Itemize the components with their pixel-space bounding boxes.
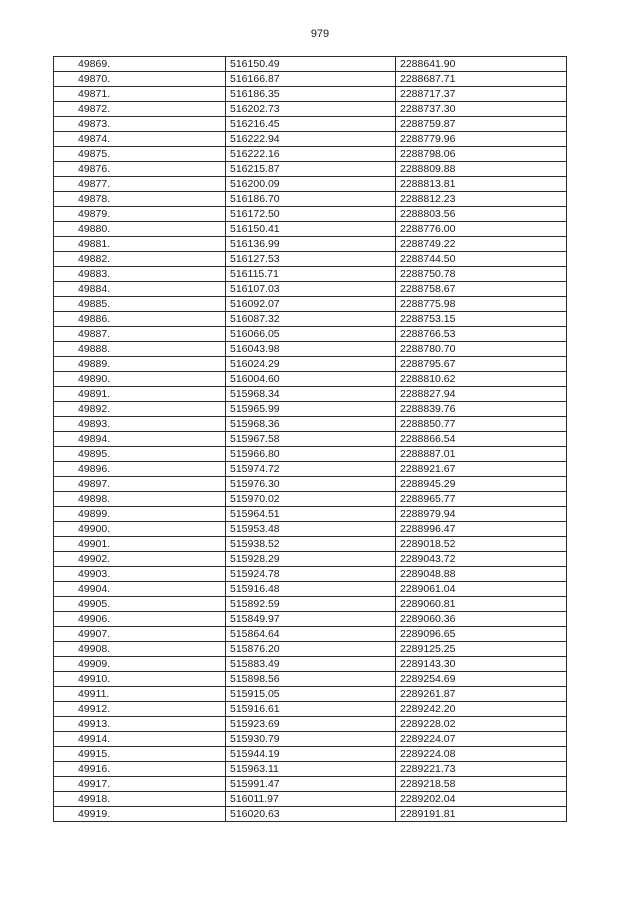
x-coordinate-cell: 515966.80 [226,447,396,462]
table-row [54,282,567,297]
y-coordinate-cell: 2288779.96 [396,132,567,147]
y-coordinate-cell: 2289218.58 [396,777,567,792]
table-row [54,732,567,747]
table-row [54,777,567,792]
table-row [54,222,567,237]
table-row [54,417,567,432]
y-coordinate-cell: 2289221.73 [396,762,567,777]
x-coordinate-cell: 516202.73 [226,102,396,117]
x-coordinate-cell: 515916.48 [226,582,396,597]
y-coordinate-cell: 2289060.36 [396,612,567,627]
point-number-cell: 49894. [54,432,226,447]
x-coordinate-cell: 516020.63 [226,807,396,822]
x-coordinate-cell: 516222.94 [226,132,396,147]
point-number-cell: 49909. [54,657,226,672]
table-row [54,567,567,582]
y-coordinate-cell: 2288866.54 [396,432,567,447]
x-coordinate-cell: 516186.35 [226,87,396,102]
point-number-cell: 49918. [54,792,226,807]
x-coordinate-cell: 515974.72 [226,462,396,477]
y-coordinate-cell: 2288965.77 [396,492,567,507]
x-coordinate-cell: 516222.16 [226,147,396,162]
table-row [54,192,567,207]
x-coordinate-cell: 515915.05 [226,687,396,702]
x-coordinate-cell: 516172.50 [226,207,396,222]
y-coordinate-cell: 2288717.37 [396,87,567,102]
x-coordinate-cell: 516150.49 [226,57,396,72]
x-coordinate-cell: 516166.87 [226,72,396,87]
table-row [54,792,567,807]
x-coordinate-cell: 516215.87 [226,162,396,177]
y-coordinate-cell: 2288996.47 [396,522,567,537]
y-coordinate-cell: 2289061.04 [396,582,567,597]
x-coordinate-cell: 516092.07 [226,297,396,312]
y-coordinate-cell: 2288803.56 [396,207,567,222]
y-coordinate-cell: 2289224.07 [396,732,567,747]
y-coordinate-cell: 2288750.78 [396,267,567,282]
table-row [54,357,567,372]
point-number-cell: 49913. [54,717,226,732]
y-coordinate-cell: 2288744.50 [396,252,567,267]
y-coordinate-cell: 2288775.98 [396,297,567,312]
table-row [54,657,567,672]
point-number-cell: 49908. [54,642,226,657]
point-number-cell: 49903. [54,567,226,582]
x-coordinate-cell: 516115.71 [226,267,396,282]
table-row [54,162,567,177]
x-coordinate-cell: 515964.51 [226,507,396,522]
table-row [54,702,567,717]
table-row [54,612,567,627]
y-coordinate-cell: 2288780.70 [396,342,567,357]
x-coordinate-cell: 515938.52 [226,537,396,552]
table-row [54,177,567,192]
table-row [54,687,567,702]
point-number-cell: 49919. [54,807,226,822]
x-coordinate-cell: 515968.36 [226,417,396,432]
x-coordinate-cell: 515965.99 [226,402,396,417]
table-row [54,552,567,567]
table-row [54,507,567,522]
y-coordinate-cell: 2288921.67 [396,462,567,477]
x-coordinate-cell: 516024.29 [226,357,396,372]
point-number-cell: 49876. [54,162,226,177]
y-coordinate-cell: 2288759.87 [396,117,567,132]
x-coordinate-cell: 516087.32 [226,312,396,327]
point-number-cell: 49892. [54,402,226,417]
table-row [54,672,567,687]
point-number-cell: 49885. [54,297,226,312]
table-row [54,807,567,822]
table-row [54,447,567,462]
table-row [54,477,567,492]
x-coordinate-cell: 516216.45 [226,117,396,132]
point-number-cell: 49887. [54,327,226,342]
x-coordinate-cell: 515928.29 [226,552,396,567]
y-coordinate-cell: 2289242.20 [396,702,567,717]
point-number-cell: 49877. [54,177,226,192]
x-coordinate-cell: 515883.49 [226,657,396,672]
y-coordinate-cell: 2288641.90 [396,57,567,72]
point-number-cell: 49878. [54,192,226,207]
point-number-cell: 49888. [54,342,226,357]
y-coordinate-cell: 2289261.87 [396,687,567,702]
point-number-cell: 49891. [54,387,226,402]
y-coordinate-cell: 2289254.69 [396,672,567,687]
page-number: 979 [310,28,330,40]
x-coordinate-cell: 515930.79 [226,732,396,747]
y-coordinate-cell: 2288812.23 [396,192,567,207]
x-coordinate-cell: 516150.41 [226,222,396,237]
point-number-cell: 49875. [54,147,226,162]
x-coordinate-cell: 515967.58 [226,432,396,447]
y-coordinate-cell: 2288850.77 [396,417,567,432]
y-coordinate-cell: 2288945.29 [396,477,567,492]
x-coordinate-cell: 516107.03 [226,282,396,297]
y-coordinate-cell: 2288810.62 [396,372,567,387]
point-number-cell: 49907. [54,627,226,642]
table-row [54,312,567,327]
table-row [54,462,567,477]
y-coordinate-cell: 2288687.71 [396,72,567,87]
table-row [54,87,567,102]
point-number-cell: 49900. [54,522,226,537]
point-number-cell: 49917. [54,777,226,792]
table-row [54,642,567,657]
point-number-cell: 49916. [54,762,226,777]
point-number-cell: 49879. [54,207,226,222]
table-row [54,132,567,147]
point-number-cell: 49870. [54,72,226,87]
x-coordinate-cell: 515963.11 [226,762,396,777]
table-row [54,327,567,342]
point-number-cell: 49872. [54,102,226,117]
x-coordinate-cell: 515876.20 [226,642,396,657]
point-number-cell: 49904. [54,582,226,597]
point-number-cell: 49881. [54,237,226,252]
table-row [54,627,567,642]
y-coordinate-cell: 2288887.01 [396,447,567,462]
table-row [54,717,567,732]
x-coordinate-cell: 516004.60 [226,372,396,387]
table-row [54,522,567,537]
x-coordinate-cell: 515944.19 [226,747,396,762]
x-coordinate-cell: 515898.56 [226,672,396,687]
y-coordinate-cell: 2289096.65 [396,627,567,642]
y-coordinate-cell: 2288776.00 [396,222,567,237]
x-coordinate-cell: 516043.98 [226,342,396,357]
table-row [54,147,567,162]
y-coordinate-cell: 2288758.67 [396,282,567,297]
table-row [54,237,567,252]
x-coordinate-cell: 516136.99 [226,237,396,252]
coordinates-table [53,56,567,822]
coordinates-table-body [54,57,567,822]
x-coordinate-cell: 516186.70 [226,192,396,207]
point-number-cell: 49906. [54,612,226,627]
y-coordinate-cell: 2289018.52 [396,537,567,552]
y-coordinate-cell: 2288979.94 [396,507,567,522]
table-row [54,207,567,222]
x-coordinate-cell: 515976.30 [226,477,396,492]
y-coordinate-cell: 2288766.53 [396,327,567,342]
table-row [54,372,567,387]
x-coordinate-cell: 515849.97 [226,612,396,627]
point-number-cell: 49871. [54,87,226,102]
y-coordinate-cell: 2288737.30 [396,102,567,117]
y-coordinate-cell: 2289202.04 [396,792,567,807]
point-number-cell: 49901. [54,537,226,552]
y-coordinate-cell: 2289228.02 [396,717,567,732]
y-coordinate-cell: 2288798.06 [396,147,567,162]
y-coordinate-cell: 2289191.81 [396,807,567,822]
point-number-cell: 49914. [54,732,226,747]
y-coordinate-cell: 2288809.88 [396,162,567,177]
point-number-cell: 49890. [54,372,226,387]
x-coordinate-cell: 516066.05 [226,327,396,342]
point-number-cell: 49895. [54,447,226,462]
point-number-cell: 49912. [54,702,226,717]
point-number-cell: 49893. [54,417,226,432]
y-coordinate-cell: 2289043.72 [396,552,567,567]
table-row [54,102,567,117]
y-coordinate-cell: 2288839.76 [396,402,567,417]
point-number-cell: 49880. [54,222,226,237]
table-row [54,762,567,777]
table-row [54,342,567,357]
point-number-cell: 49873. [54,117,226,132]
table-row [54,597,567,612]
y-coordinate-cell: 2289125.25 [396,642,567,657]
x-coordinate-cell: 515892.59 [226,597,396,612]
y-coordinate-cell: 2289224.08 [396,747,567,762]
x-coordinate-cell: 515924.78 [226,567,396,582]
y-coordinate-cell: 2288827.94 [396,387,567,402]
x-coordinate-cell: 515970.02 [226,492,396,507]
x-coordinate-cell: 515923.69 [226,717,396,732]
y-coordinate-cell: 2289048.88 [396,567,567,582]
point-number-cell: 49882. [54,252,226,267]
point-number-cell: 49897. [54,477,226,492]
x-coordinate-cell: 515968.34 [226,387,396,402]
y-coordinate-cell: 2288753.15 [396,312,567,327]
point-number-cell: 49911. [54,687,226,702]
point-number-cell: 49910. [54,672,226,687]
y-coordinate-cell: 2289060.81 [396,597,567,612]
x-coordinate-cell: 516127.53 [226,252,396,267]
x-coordinate-cell: 516011.97 [226,792,396,807]
point-number-cell: 49883. [54,267,226,282]
table-row [54,582,567,597]
x-coordinate-cell: 515916.61 [226,702,396,717]
table-row [54,57,567,72]
table-row [54,72,567,87]
table-row [54,252,567,267]
point-number-cell: 49915. [54,747,226,762]
point-number-cell: 49896. [54,462,226,477]
table-row [54,432,567,447]
table-row [54,402,567,417]
point-number-cell: 49902. [54,552,226,567]
table-row [54,492,567,507]
point-number-cell: 49874. [54,132,226,147]
point-number-cell: 49884. [54,282,226,297]
y-coordinate-cell: 2288813.81 [396,177,567,192]
x-coordinate-cell: 516200.09 [226,177,396,192]
x-coordinate-cell: 515953.48 [226,522,396,537]
y-coordinate-cell: 2288795.67 [396,357,567,372]
point-number-cell: 49898. [54,492,226,507]
point-number-cell: 49886. [54,312,226,327]
point-number-cell: 49899. [54,507,226,522]
x-coordinate-cell: 515991.47 [226,777,396,792]
point-number-cell: 49905. [54,597,226,612]
table-row [54,117,567,132]
table-row [54,747,567,762]
table-row [54,267,567,282]
y-coordinate-cell: 2289143.30 [396,657,567,672]
table-row [54,537,567,552]
point-number-cell: 49869. [54,57,226,72]
table-row [54,297,567,312]
point-number-cell: 49889. [54,357,226,372]
table-row [54,387,567,402]
x-coordinate-cell: 515864.64 [226,627,396,642]
y-coordinate-cell: 2288749.22 [396,237,567,252]
